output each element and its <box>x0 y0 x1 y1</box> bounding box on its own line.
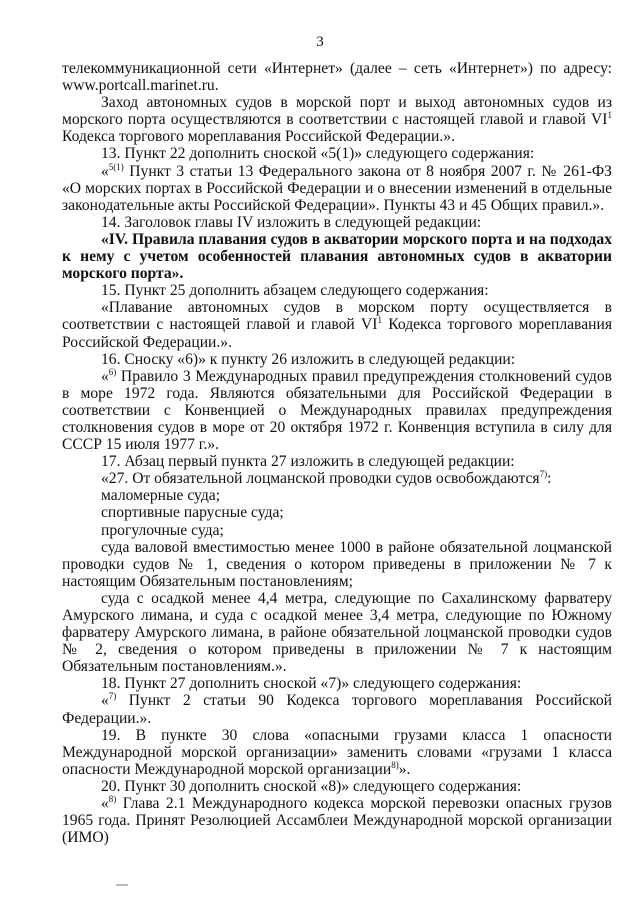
paragraph-9: 16. Сноску «6)» к пункту 26 изложить в следующей редакции: <box>101 350 516 368</box>
paragraph-5: 14. Заголовок главы IV изложить в следующей редакции: <box>101 213 482 231</box>
paragraph-8: «Плавание автономных судов в морском порту осуществляется в соответствии с настоящей главой и главой $VI^1$ Кодекса торгового мореплавания Российской Федерации.». <box>62 299 612 351</box>
paragraph-18: 18. Пункт 27 дополнить сноской «7)» следующего содержания: <box>101 675 522 693</box>
document-body <box>62 60 612 846</box>
paragraph-20: 19. В пункте 30 слова «опасными грузами класса 1 опасности Международной морской организации» заменить словами «грузами 1 класса опасности Международной морской организации$^{8)}$». <box>62 726 612 778</box>
paragraph-2: Заход автономных судов в морской порт и выход автономных судов из морского порта осуществляются в соответствии с настоящей главой и главой $VI^1$ Кодекса торгового мореплавания Российской Федерации.». <box>62 94 612 146</box>
chapter-heading: «IV. Правила плавания судов в акватории морского порта и на подходах к нему с учетом особенностей плавания автономных судов в акватории морского порта». <box>62 230 612 283</box>
paragraph-11: 17. Абзац первый пункта 27 изложить в следующей редакции: <box>101 453 515 471</box>
paragraph-12: «27. От обязательной лоцманской проводки судов освобождаются$^{7)}$: <box>101 469 552 488</box>
paragraph-10: «$^{6)}$ Правило 3 Международных правил предупреждения столкновений судов в море 1972 года. Являются обязательными для Российской Федерации в соответствии с Конвенцией о Международных правилах предупреждения столкновения судов в море от 20 октября 1972 г. Конвенция вступила в силу для СССР 15 июля 1977 г.». <box>62 366 612 454</box>
list-item-1: маломерные суда; <box>101 487 221 505</box>
list-item-3: прогулочные суда; <box>101 521 224 539</box>
list-item-4: суда валовой вместимостью менее 1000 в районе обязательной лоцманской проводки судов № 1, сведения о котором приведены в приложении № 7 к настоящим Обязательным постановлениям; <box>62 538 612 590</box>
scan-mark <box>116 884 128 886</box>
paragraph-7: 15. Пункт 25 дополнить абзацем следующего содержания: <box>101 282 489 300</box>
paragraph-1: телекоммуникационной сети «Интернет» (далее – сеть «Интернет») по адресу: www.portcall.marinet.ru. <box>62 60 612 95</box>
paragraph-22: «$^{8)}$ Глава 2.1 Международного кодекса морской перевозки опасных грузов 1965 года. Принят Резолюцией Ассамблеи Международной морской организации (ИМО) <box>62 794 612 847</box>
list-item-5: суда с осадкой менее 4,4 метра, следующие по Сахалинскому фарватеру Амурского лимана, и суда с осадкой менее 3,4 метра, следующие по Южному фарватеру Амурского лимана, в районе обязательной лоцманской проводки судов № 2, сведения о котором приведены в приложении № 7 к настоящим Обязательным постановлениям.». <box>62 589 612 676</box>
paragraph-21: 20. Пункт 30 дополнить сноской «8)» следующего содержания: <box>101 777 522 795</box>
list-item-2: спортивные парусные суда; <box>101 504 284 522</box>
page-number: 3 <box>316 34 324 50</box>
paragraph-3: 13. Пункт 22 дополнить сноской «5(1)» следующего содержания: <box>101 145 535 163</box>
paragraph-19: «$^{7)}$ Пункт 2 статьи 90 Кодекса торгового мореплавания Российской Федерации.». <box>62 691 612 727</box>
paragraph-4: «$^{5(1)}$ Пункт 3 статьи 13 Федерального закона от 8 ноября 2007 г. № 261-ФЗ «О морских портах в Российской Федерации и о внесении изменений в отдельные законодательные акты Российской Федерации». Пункты 43 и 45 Общих правил.». <box>62 161 612 214</box>
